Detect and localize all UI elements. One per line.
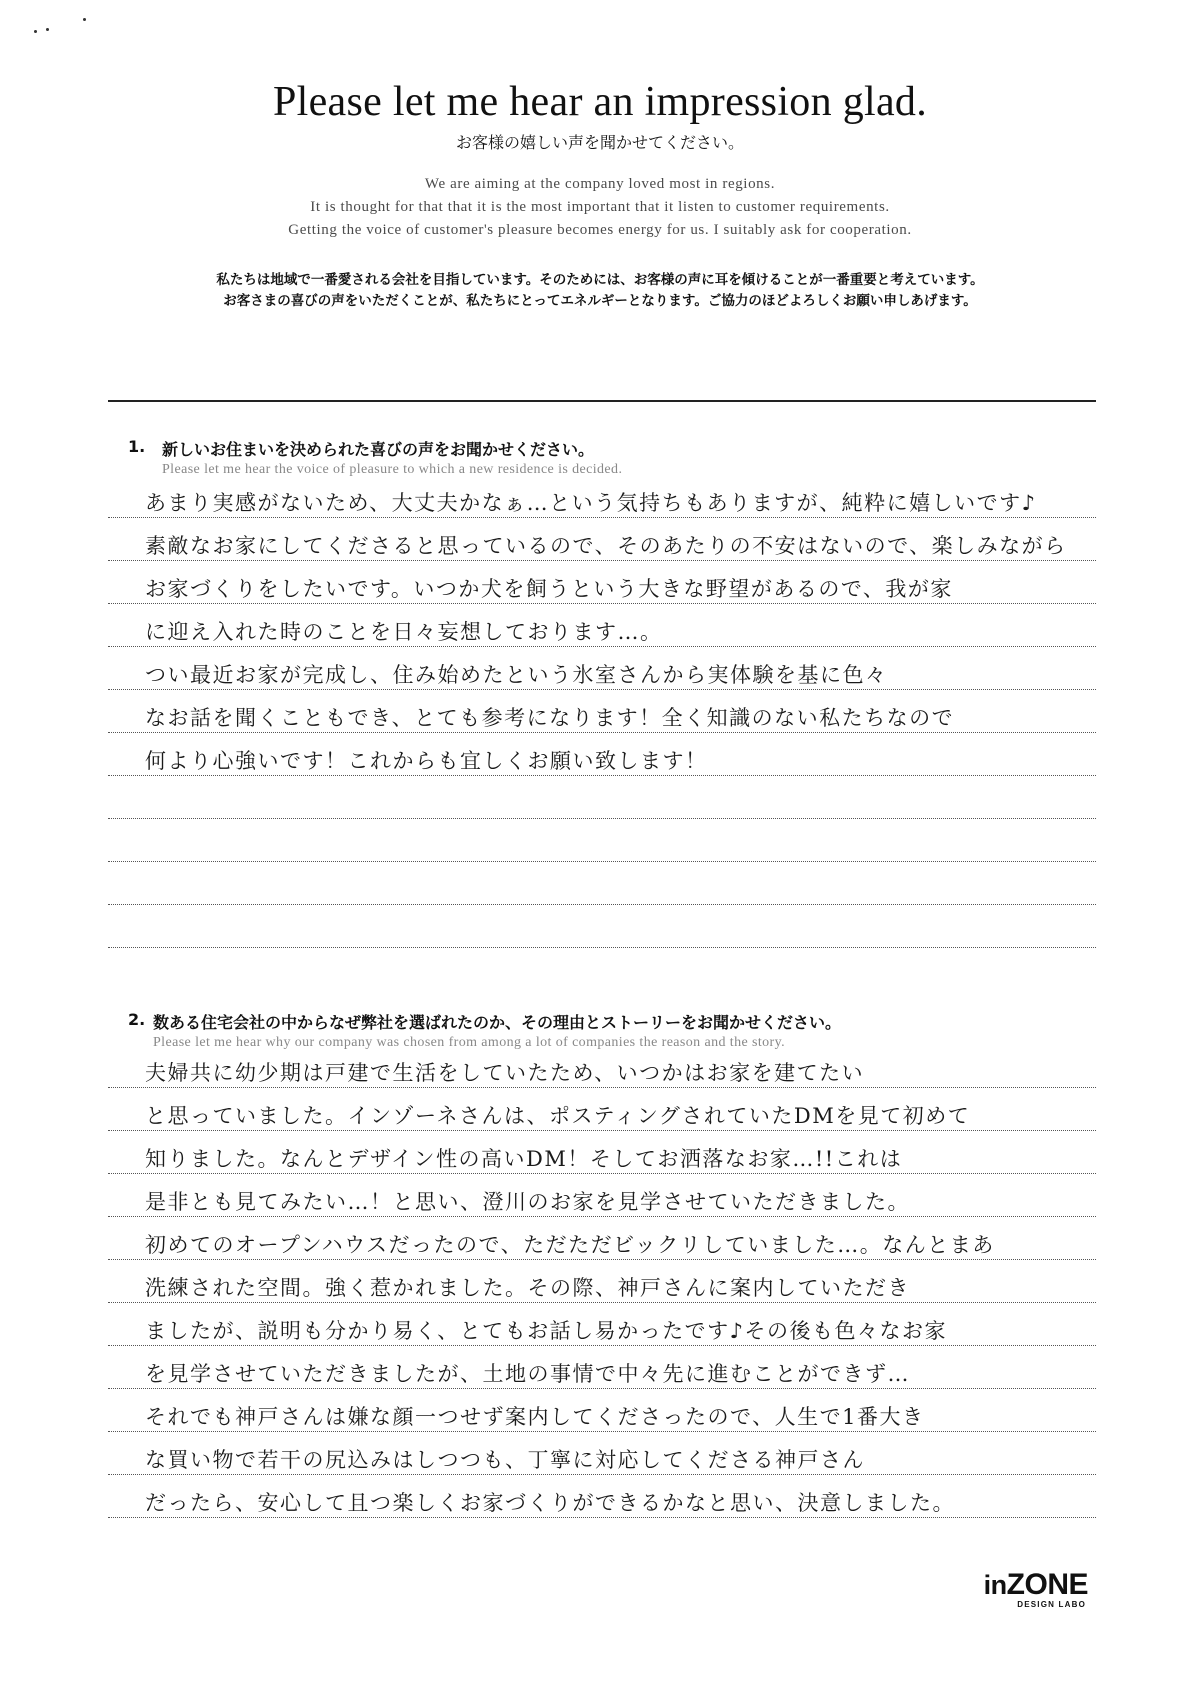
answer-1-line-1: あまり実感がないため、大丈夫かなぁ…という気持ちもありますが、純粋に嬉しいです♪	[145, 491, 1037, 515]
page-title: Please let me hear an impression glad.	[272, 79, 928, 125]
ruled-line	[108, 1431, 1096, 1432]
english-intro-line: It is thought for that that it is the most important that it listen to customer requirements.	[310, 199, 890, 215]
ruled-line	[108, 1345, 1096, 1346]
ruled-line	[108, 904, 1096, 905]
logo-zone-text: ZONE	[1006, 1568, 1088, 1601]
japanese-intro-line: お客さまの喜びの声をいただくことが、私たちにとってエネルギーとなります。ご協力のほどよろしくお願い申しあげます。	[223, 293, 977, 309]
ruled-line	[108, 603, 1096, 604]
scan-speck	[34, 30, 37, 33]
ruled-line	[108, 1474, 1096, 1475]
question-2-english: Please let me hear why our company was chosen from among a lot of companies the reason and the story.	[153, 1035, 785, 1050]
scan-speck	[46, 28, 49, 31]
answer-2-line-4: 是非とも見てみたい…！と思い、澄川のお家を見学させていただきました。	[145, 1190, 910, 1214]
answer-2-line-10: な買い物で若干の尻込みはしつつも、丁寧に対応してくださる神戸さん	[145, 1448, 865, 1472]
question-2-text: 数ある住宅会社の中からなぜ弊社を選ばれたのか、その理由とストーリーをお聞かせください。	[153, 1013, 842, 1032]
answer-1-line-5: つい最近お家が完成し、住み始めたという氷室さんから実体験を基に色々	[145, 663, 888, 687]
answer-1-line-7: 何より心強いです！これからも宜しくお願い致します！	[145, 749, 708, 773]
page-subtitle: お客様の嬉しい声を聞かせてください。	[455, 133, 744, 152]
answer-1-line-6: なお話を聞くこともでき、とても参考になります！全く知識のない私たちなので	[145, 706, 955, 730]
ruled-line	[108, 1517, 1096, 1518]
company-logo	[984, 1570, 1088, 1600]
answer-2-line-7: ましたが、説明も分かり易く、とてもお話し易かったです♪その後も色々なお家	[145, 1319, 947, 1343]
japanese-intro-line: 私たちは地域で一番愛される会社を目指しています。そのためには、お客様の声に耳を傾けることが一番重要と考えています。	[216, 272, 984, 288]
ruled-line	[108, 646, 1096, 647]
ruled-line	[108, 732, 1096, 733]
ruled-line	[108, 775, 1096, 776]
ruled-line	[108, 947, 1096, 948]
answer-2-line-3: 知りました。なんとデザイン性の高いDM！そしてお洒落なお家…!!これは	[145, 1147, 903, 1171]
answer-2-line-1: 夫婦共に幼少期は戸建で生活をしていたため、いつかはお家を建てたい	[145, 1061, 865, 1085]
ruled-line	[108, 818, 1096, 819]
header-divider	[108, 400, 1096, 402]
ruled-line	[108, 1302, 1096, 1303]
ruled-line	[108, 1388, 1096, 1389]
ruled-line	[108, 517, 1096, 518]
answer-2-line-5: 初めてのオープンハウスだったので、ただただビックリしていました…。なんとまあ	[145, 1233, 995, 1257]
answer-2-line-6: 洗練された空間。強く惹かれました。その際、神戸さんに案内していただき	[145, 1276, 910, 1300]
answer-1-line-4: に迎え入れた時のことを日々妄想しております…。	[145, 620, 663, 644]
ruled-line	[108, 1130, 1096, 1131]
english-intro-line: We are aiming at the company loved most in regions.	[424, 176, 776, 192]
logo-subtitle: DESIGN LABO	[1017, 1600, 1086, 1609]
english-intro-line: Getting the voice of customer's pleasure becomes energy for us. I suitably ask for cooperation.	[288, 222, 912, 238]
ruled-line	[108, 861, 1096, 862]
answer-2-line-11: だったら、安心して且つ楽しくお家づくりができるかなと思い、決意しました。	[145, 1491, 955, 1515]
ruled-line	[108, 1173, 1096, 1174]
answer-1-line-2: 素敵なお家にしてくださると思っているので、そのあたりの不安はないので、楽しみながら	[145, 534, 1067, 558]
ruled-line	[108, 1216, 1096, 1217]
ruled-line	[108, 1259, 1096, 1260]
question-1-english: Please let me hear the voice of pleasure to which a new residence is decided.	[162, 462, 623, 477]
answer-2-line-8: を見学させていただきましたが、土地の事情で中々先に進むことができず…	[145, 1362, 910, 1386]
ruled-line	[108, 1087, 1096, 1088]
ruled-line	[108, 689, 1096, 690]
answer-1-line-3: お家づくりをしたいです。いつか犬を飼うという大きな野望があるので、我が家	[145, 577, 953, 601]
ruled-line	[108, 560, 1096, 561]
question-1-text: 新しいお住まいを決められた喜びの声をお聞かせください。	[162, 440, 595, 459]
scan-speck	[83, 18, 86, 21]
logo-in-text: in	[983, 1570, 1007, 1600]
answer-2-line-9: それでも神戸さんは嫌な顔一つせず案内してくださったので、人生で1番大き	[145, 1405, 925, 1429]
question-1-number: 1.	[128, 437, 146, 456]
answer-2-line-2: と思っていました。インゾーネさんは、ポスティングされていたDMを見て初めて	[145, 1104, 971, 1128]
question-2-number: 2.	[128, 1010, 146, 1029]
